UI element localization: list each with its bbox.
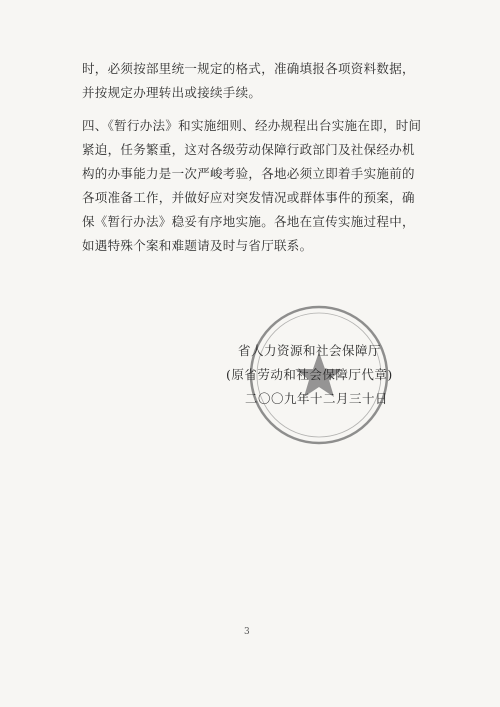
paragraph-section-four: 四、《暂行办法》和实施细则、经办规程出台实施在即，时间紧迫，任务繁重，这对各级劳动保障行政部门及社保经办机构的办事能力是一次严峻考验，各地必须立即着手实施前的各项准备工作，并做好应对突发情况或群体事件的预案，确保《暂行办法》稳妥有序地实施。各地在宣传实施过程中，如遇特殊个案和难题请及时与省厅联系。 [82, 118, 422, 253]
signature-issuer: 省人力资源和社会保障厅 [238, 343, 382, 358]
signature-date: 二〇〇九年十二月三十日 [245, 391, 389, 406]
paragraph-continuation: 时，必须按部里统一规定的格式，准确填报各项资料数据，并按规定办理转出或接续手续。 [82, 61, 415, 100]
signature-issuer-note: (原省劳动和社会保障厅代章) [226, 367, 393, 382]
page-number: 3 [244, 627, 250, 637]
